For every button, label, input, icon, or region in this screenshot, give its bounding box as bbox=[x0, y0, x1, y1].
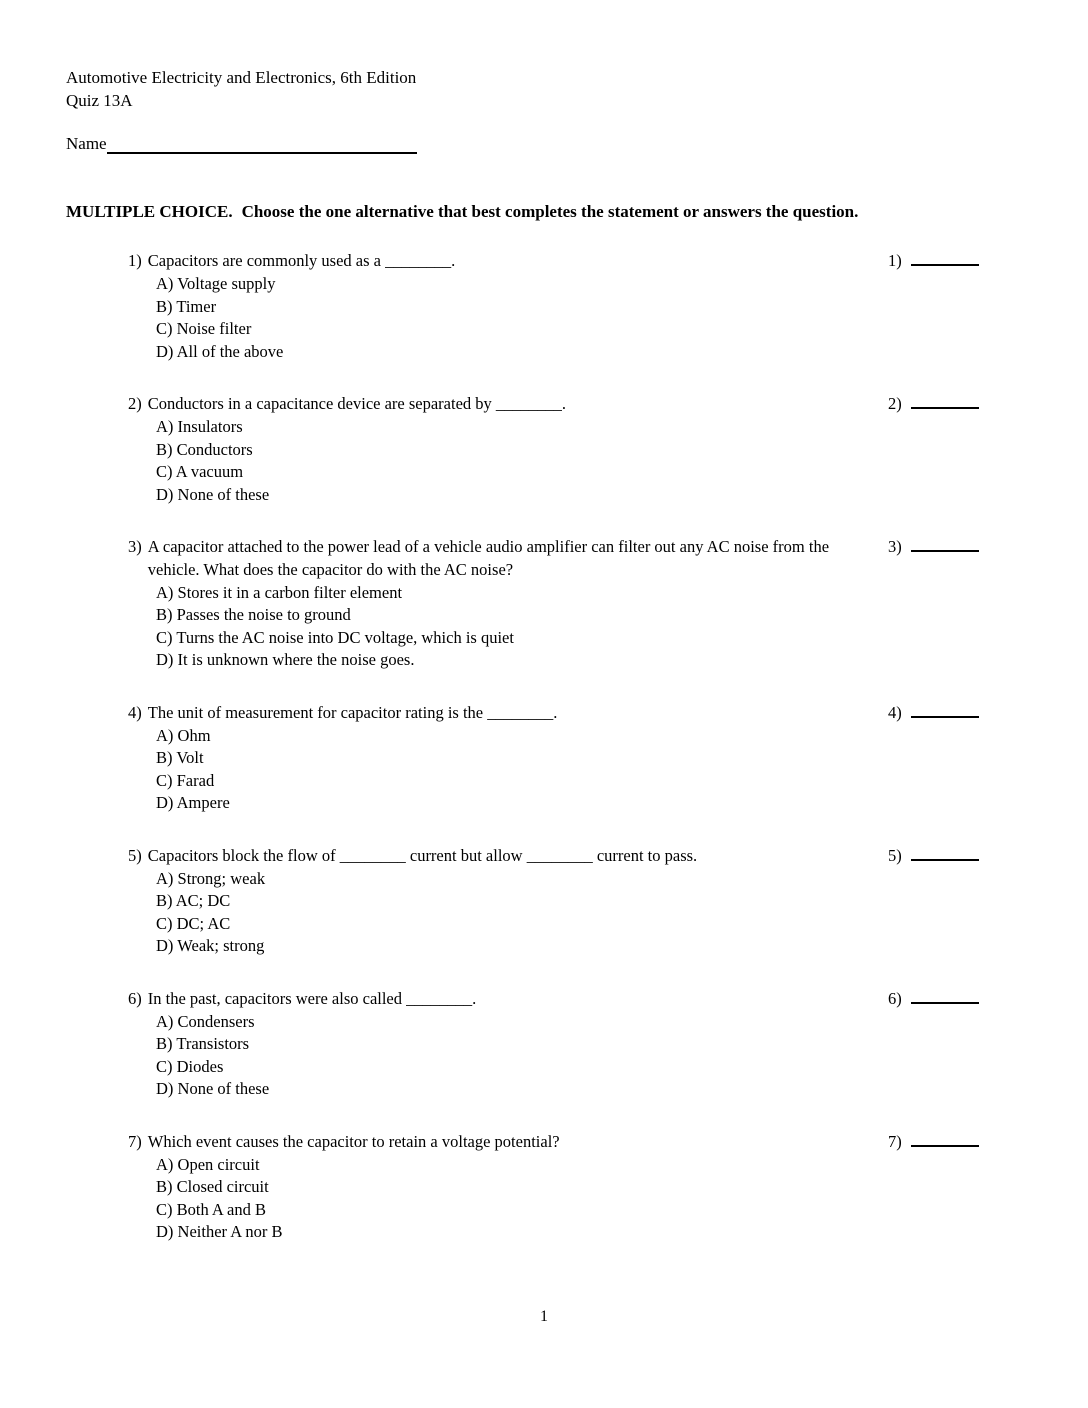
answer-blank-line bbox=[911, 988, 979, 1004]
answer-number: 4) bbox=[888, 702, 902, 722]
options bbox=[128, 1011, 864, 1101]
option-b: B) Timer bbox=[156, 296, 217, 316]
question-text: Capacitors are commonly used as a ________. bbox=[147, 251, 456, 270]
question-4 bbox=[128, 702, 1025, 815]
option-c: C) Both A and B bbox=[156, 1199, 267, 1219]
option-d: D) It is unknown where the noise goes. bbox=[156, 650, 415, 669]
answer-slot bbox=[888, 250, 984, 273]
option-d: D) None of these bbox=[156, 484, 270, 504]
option-b: B) Volt bbox=[156, 748, 204, 767]
question-number: 6) bbox=[128, 988, 142, 1008]
answer-blank-line bbox=[911, 536, 979, 552]
question-text: Capacitors block the flow of ________ current but allow ________ current to pass. bbox=[147, 845, 698, 865]
question-6 bbox=[128, 988, 1025, 1101]
name-label: Name bbox=[66, 134, 107, 153]
options bbox=[128, 582, 864, 672]
question-number: 4) bbox=[128, 702, 142, 722]
answer-number: 6) bbox=[888, 988, 902, 1008]
name-blank-line bbox=[107, 135, 417, 154]
option-a: A) Condensers bbox=[156, 1011, 255, 1031]
question-number: 5) bbox=[128, 845, 142, 865]
page-number: 1 bbox=[540, 1308, 548, 1325]
question-1 bbox=[128, 250, 1025, 363]
question-7 bbox=[128, 1131, 1025, 1244]
answer-number: 1) bbox=[888, 251, 902, 270]
question-text: The unit of measurement for capacitor rating is the ________. bbox=[147, 702, 558, 722]
option-c: C) Diodes bbox=[156, 1056, 224, 1076]
option-d: D) All of the above bbox=[156, 341, 284, 361]
option-a: A) Insulators bbox=[156, 417, 243, 436]
answer-blank-line bbox=[911, 393, 979, 409]
question-text: Conductors in a capacitance device are separated by ________. bbox=[147, 394, 567, 413]
question-2 bbox=[128, 393, 1025, 506]
question-3 bbox=[128, 536, 1025, 672]
option-a: A) Stores it in a carbon filter element bbox=[156, 582, 403, 602]
answer-slot bbox=[888, 845, 984, 868]
answer-blank-line bbox=[911, 250, 979, 266]
answer-blank-line bbox=[911, 702, 979, 718]
answer-number: 7) bbox=[888, 1131, 902, 1151]
option-b: B) Passes the noise to ground bbox=[156, 605, 351, 624]
answer-blank-line bbox=[911, 1131, 979, 1147]
option-d: D) None of these bbox=[156, 1079, 270, 1098]
option-d: D) Weak; strong bbox=[156, 936, 265, 955]
option-c: C) Farad bbox=[156, 770, 215, 790]
question-list bbox=[128, 250, 1025, 1244]
question-text: Which event causes the capacitor to retain a voltage potential? bbox=[147, 1131, 560, 1151]
question-number: 1) bbox=[128, 251, 142, 270]
option-a: A) Voltage supply bbox=[156, 274, 276, 293]
option-d: D) Neither A nor B bbox=[156, 1222, 283, 1241]
option-c: C) Noise filter bbox=[156, 319, 252, 338]
document-title: Automotive Electricity and Electronics, 6th Edition bbox=[66, 68, 417, 87]
answer-slot bbox=[888, 536, 984, 559]
question-text: In the past, capacitors were also called ________. bbox=[147, 988, 477, 1008]
answer-slot bbox=[888, 702, 984, 725]
question-number: 3) bbox=[128, 537, 142, 556]
option-d: D) Ampere bbox=[156, 793, 230, 812]
multiple-choice-label: MULTIPLE CHOICE. bbox=[66, 202, 233, 221]
question-number: 2) bbox=[128, 394, 142, 413]
option-b: B) AC; DC bbox=[156, 891, 231, 910]
answer-slot bbox=[888, 1131, 984, 1154]
option-b: B) Conductors bbox=[156, 439, 253, 459]
option-c: C) DC; AC bbox=[156, 913, 231, 933]
answer-slot bbox=[888, 988, 984, 1011]
option-a: A) Open circuit bbox=[156, 1154, 260, 1174]
option-c: C) Turns the AC noise into DC voltage, which is quiet bbox=[156, 627, 514, 647]
option-a: A) Strong; weak bbox=[156, 868, 266, 888]
document-header bbox=[66, 66, 1025, 112]
option-b: B) Transistors bbox=[156, 1034, 250, 1053]
options bbox=[128, 725, 864, 815]
question-text: A capacitor attached to the power lead of a vehicle audio amplifier can filter out any AC noise from the vehicle. What does the capacitor do with the AC noise? bbox=[147, 537, 830, 579]
instruction-text: Choose the one alternative that best completes the statement or answers the question. bbox=[241, 202, 859, 221]
question-number: 7) bbox=[128, 1131, 142, 1151]
question-5 bbox=[128, 845, 1025, 958]
answer-number: 5) bbox=[888, 845, 902, 865]
section-instruction bbox=[66, 201, 1025, 223]
option-b: B) Closed circuit bbox=[156, 1177, 269, 1196]
options bbox=[128, 868, 864, 958]
answer-slot bbox=[888, 393, 984, 416]
answer-blank-line bbox=[911, 845, 979, 861]
options bbox=[128, 1154, 864, 1244]
answer-number: 2) bbox=[888, 394, 902, 413]
name-row bbox=[66, 134, 1025, 154]
answer-number: 3) bbox=[888, 537, 902, 556]
options bbox=[128, 273, 864, 363]
option-c: C) A vacuum bbox=[156, 462, 244, 481]
options bbox=[128, 416, 864, 506]
document-subtitle: Quiz 13A bbox=[66, 91, 133, 110]
option-a: A) Ohm bbox=[156, 725, 211, 745]
